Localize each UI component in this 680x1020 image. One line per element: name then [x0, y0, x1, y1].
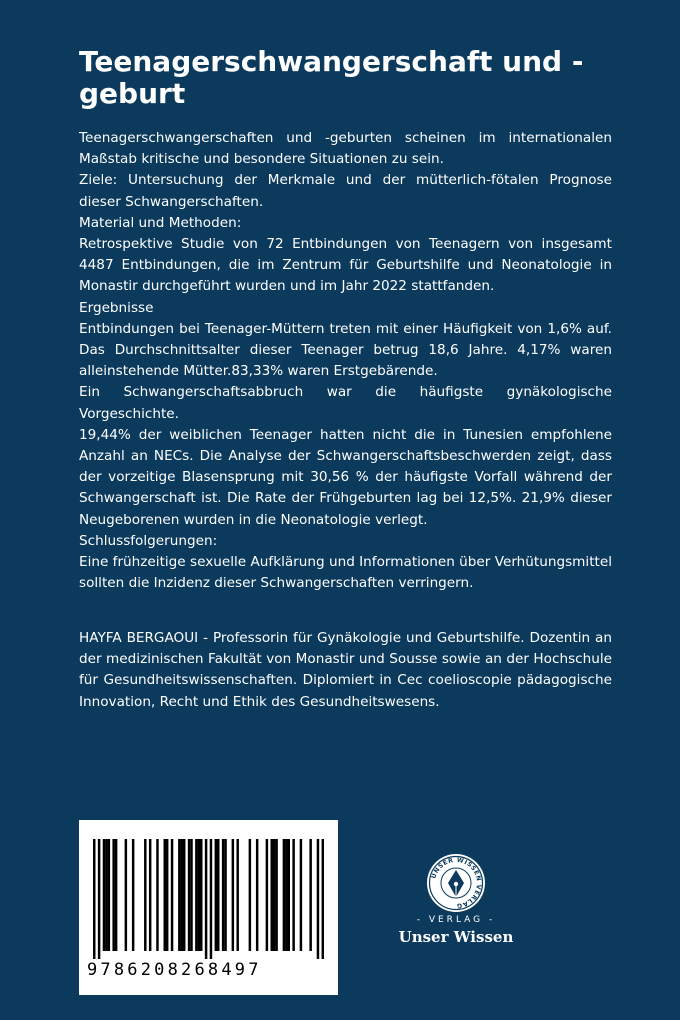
- barcode-bar: [271, 839, 273, 951]
- pen-nib-icon: [426, 853, 486, 913]
- barcode-bar: [190, 839, 192, 951]
- barcode-bar: [322, 839, 324, 959]
- barcode-bar: [115, 839, 117, 951]
- barcode-bar: [292, 839, 294, 951]
- barcode-bar: [317, 839, 319, 959]
- barcode-bar: [200, 839, 202, 951]
- blurb-heading-conclusions: Schlussfolgerungen:: [79, 532, 218, 549]
- barcode-bar: [144, 839, 146, 951]
- barcode-bar: [166, 839, 168, 951]
- barcode-bar: [108, 839, 110, 951]
- barcode-bar: [156, 839, 158, 951]
- barcode-bar: [275, 839, 277, 951]
- blurb: [79, 128, 612, 594]
- barcode-bar: [103, 839, 105, 951]
- blurb-heading-results: Ergebnisse: [79, 299, 154, 316]
- blurb-paragraph-results-1: Entbindungen bei Teenager-Müttern treten mit einer Häufigkeit von 1,6% auf. Das Durchschnittsalter dieser Teenager betrug 18,6 Jahre. 4,17% waren alleinstehende Mütter.83,33% waren Erstgebärende.: [79, 320, 612, 380]
- barcode-bar: [164, 839, 166, 951]
- author-bio: HAYFA BERGAOUI - Professorin für Gynäkologie und Geburtshilfe. Dozentin an der medizinischen Fakultät von Monastir und Sousse sowie an der Hochschule für Gesundheitswissenschaften. Diplomiert in Cec coelioscopie pädagogische Innovation, Recht und Ethik des Gesundheitswesens.: [79, 630, 612, 710]
- barcode-bar: [256, 839, 258, 951]
- barcode-bar: [249, 839, 251, 951]
- barcode-bar: [195, 839, 197, 951]
- barcode-bar: [198, 839, 200, 951]
- publisher-name: Unser Wissen: [398, 928, 514, 946]
- isbn-number: 9786208268497: [87, 960, 262, 980]
- barcode-bar: [309, 839, 311, 951]
- barcode-bar: [183, 839, 185, 951]
- barcode-bar: [205, 839, 207, 959]
- blurb-paragraph-conclusions: Eine frühzeitige sexuelle Aufklärung und Informationen über Verhütungsmittel sollten die Inzidenz dieser Schwangerschaften verringern.: [79, 554, 612, 592]
- barcode-bar: [149, 839, 151, 951]
- barcode-bars: [93, 839, 324, 959]
- barcode-bar: [188, 839, 190, 951]
- barcode-bar: [266, 839, 268, 951]
- barcode-bar: [178, 839, 180, 951]
- barcode-bar: [215, 839, 217, 951]
- barcode-bar: [181, 839, 183, 951]
- barcode-bar: [283, 839, 285, 951]
- publisher-logo: [390, 853, 522, 948]
- logo-ring-text: UNSER WISSEN VERLAG: [430, 856, 483, 910]
- barcode-bar: [222, 839, 224, 951]
- barcode-bar: [217, 839, 219, 951]
- book-title: Teenagerschwangerschaft und -geburt: [79, 45, 584, 110]
- barcode-bar: [210, 839, 212, 959]
- barcode-bar: [132, 839, 134, 951]
- barcode-bar: [93, 839, 95, 959]
- barcode: [79, 820, 338, 995]
- barcode-bar: [285, 839, 287, 951]
- barcode-bar: [171, 839, 173, 951]
- barcode-bar: [98, 839, 100, 959]
- barcode-bar: [105, 839, 107, 951]
- publisher-verlag-label: - VERLAG -: [416, 915, 496, 925]
- barcode-bar: [300, 839, 302, 951]
- barcode-bar: [125, 839, 127, 951]
- blurb-paragraph-methods: Retrospektive Studie von 72 Entbindungen von Teenagern von insgesamt 4487 Entbindungen, die im Zentrum für Geburtshilfe und Neonatologie in Monastir durchgeführt wurden und im Jahr 2022 stattfanden.: [79, 236, 612, 295]
- blurb-paragraph-results-3: 19,44% der weiblichen Teenager hatten nicht die in Tunesien empfohlene Anzahl an NECs. Die Analyse der Schwangerschaftsbeschwerden zeigt, dass der vorzeitige Blasensprung mit 30,56 % der häufigste Vorfall während der Schwangerschaft ist. Die Rate der Frühgeburten lag bei 12,5%. 21,9% dieser Neugeborenen wurden in die Neonatologie verlegt.: [79, 426, 612, 528]
- blurb-paragraph-results-2: Ein Schwangerschaftsabbruch war die häufigste gynäkologische Vorgeschichte.: [79, 384, 612, 422]
- barcode-bar: [232, 839, 234, 951]
- blurb-heading-methods: Material und Methoden:: [79, 214, 242, 231]
- blurb-paragraph-aims: Ziele: Untersuchung der Merkmale und der mütterlich-fötalen Prognose dieser Schwangerschaften.: [79, 172, 612, 210]
- barcode-bar: [288, 839, 290, 951]
- barcode-bar: [273, 839, 275, 951]
- barcode-bar: [236, 839, 238, 951]
- barcode-bar: [224, 839, 226, 951]
- blurb-paragraph-intro: Teenagerschwangerschaften und -geburten scheinen im internationalen Maßstab kritische und besondere Situationen zu sein.: [79, 130, 612, 168]
- barcode-bar: [112, 839, 114, 951]
